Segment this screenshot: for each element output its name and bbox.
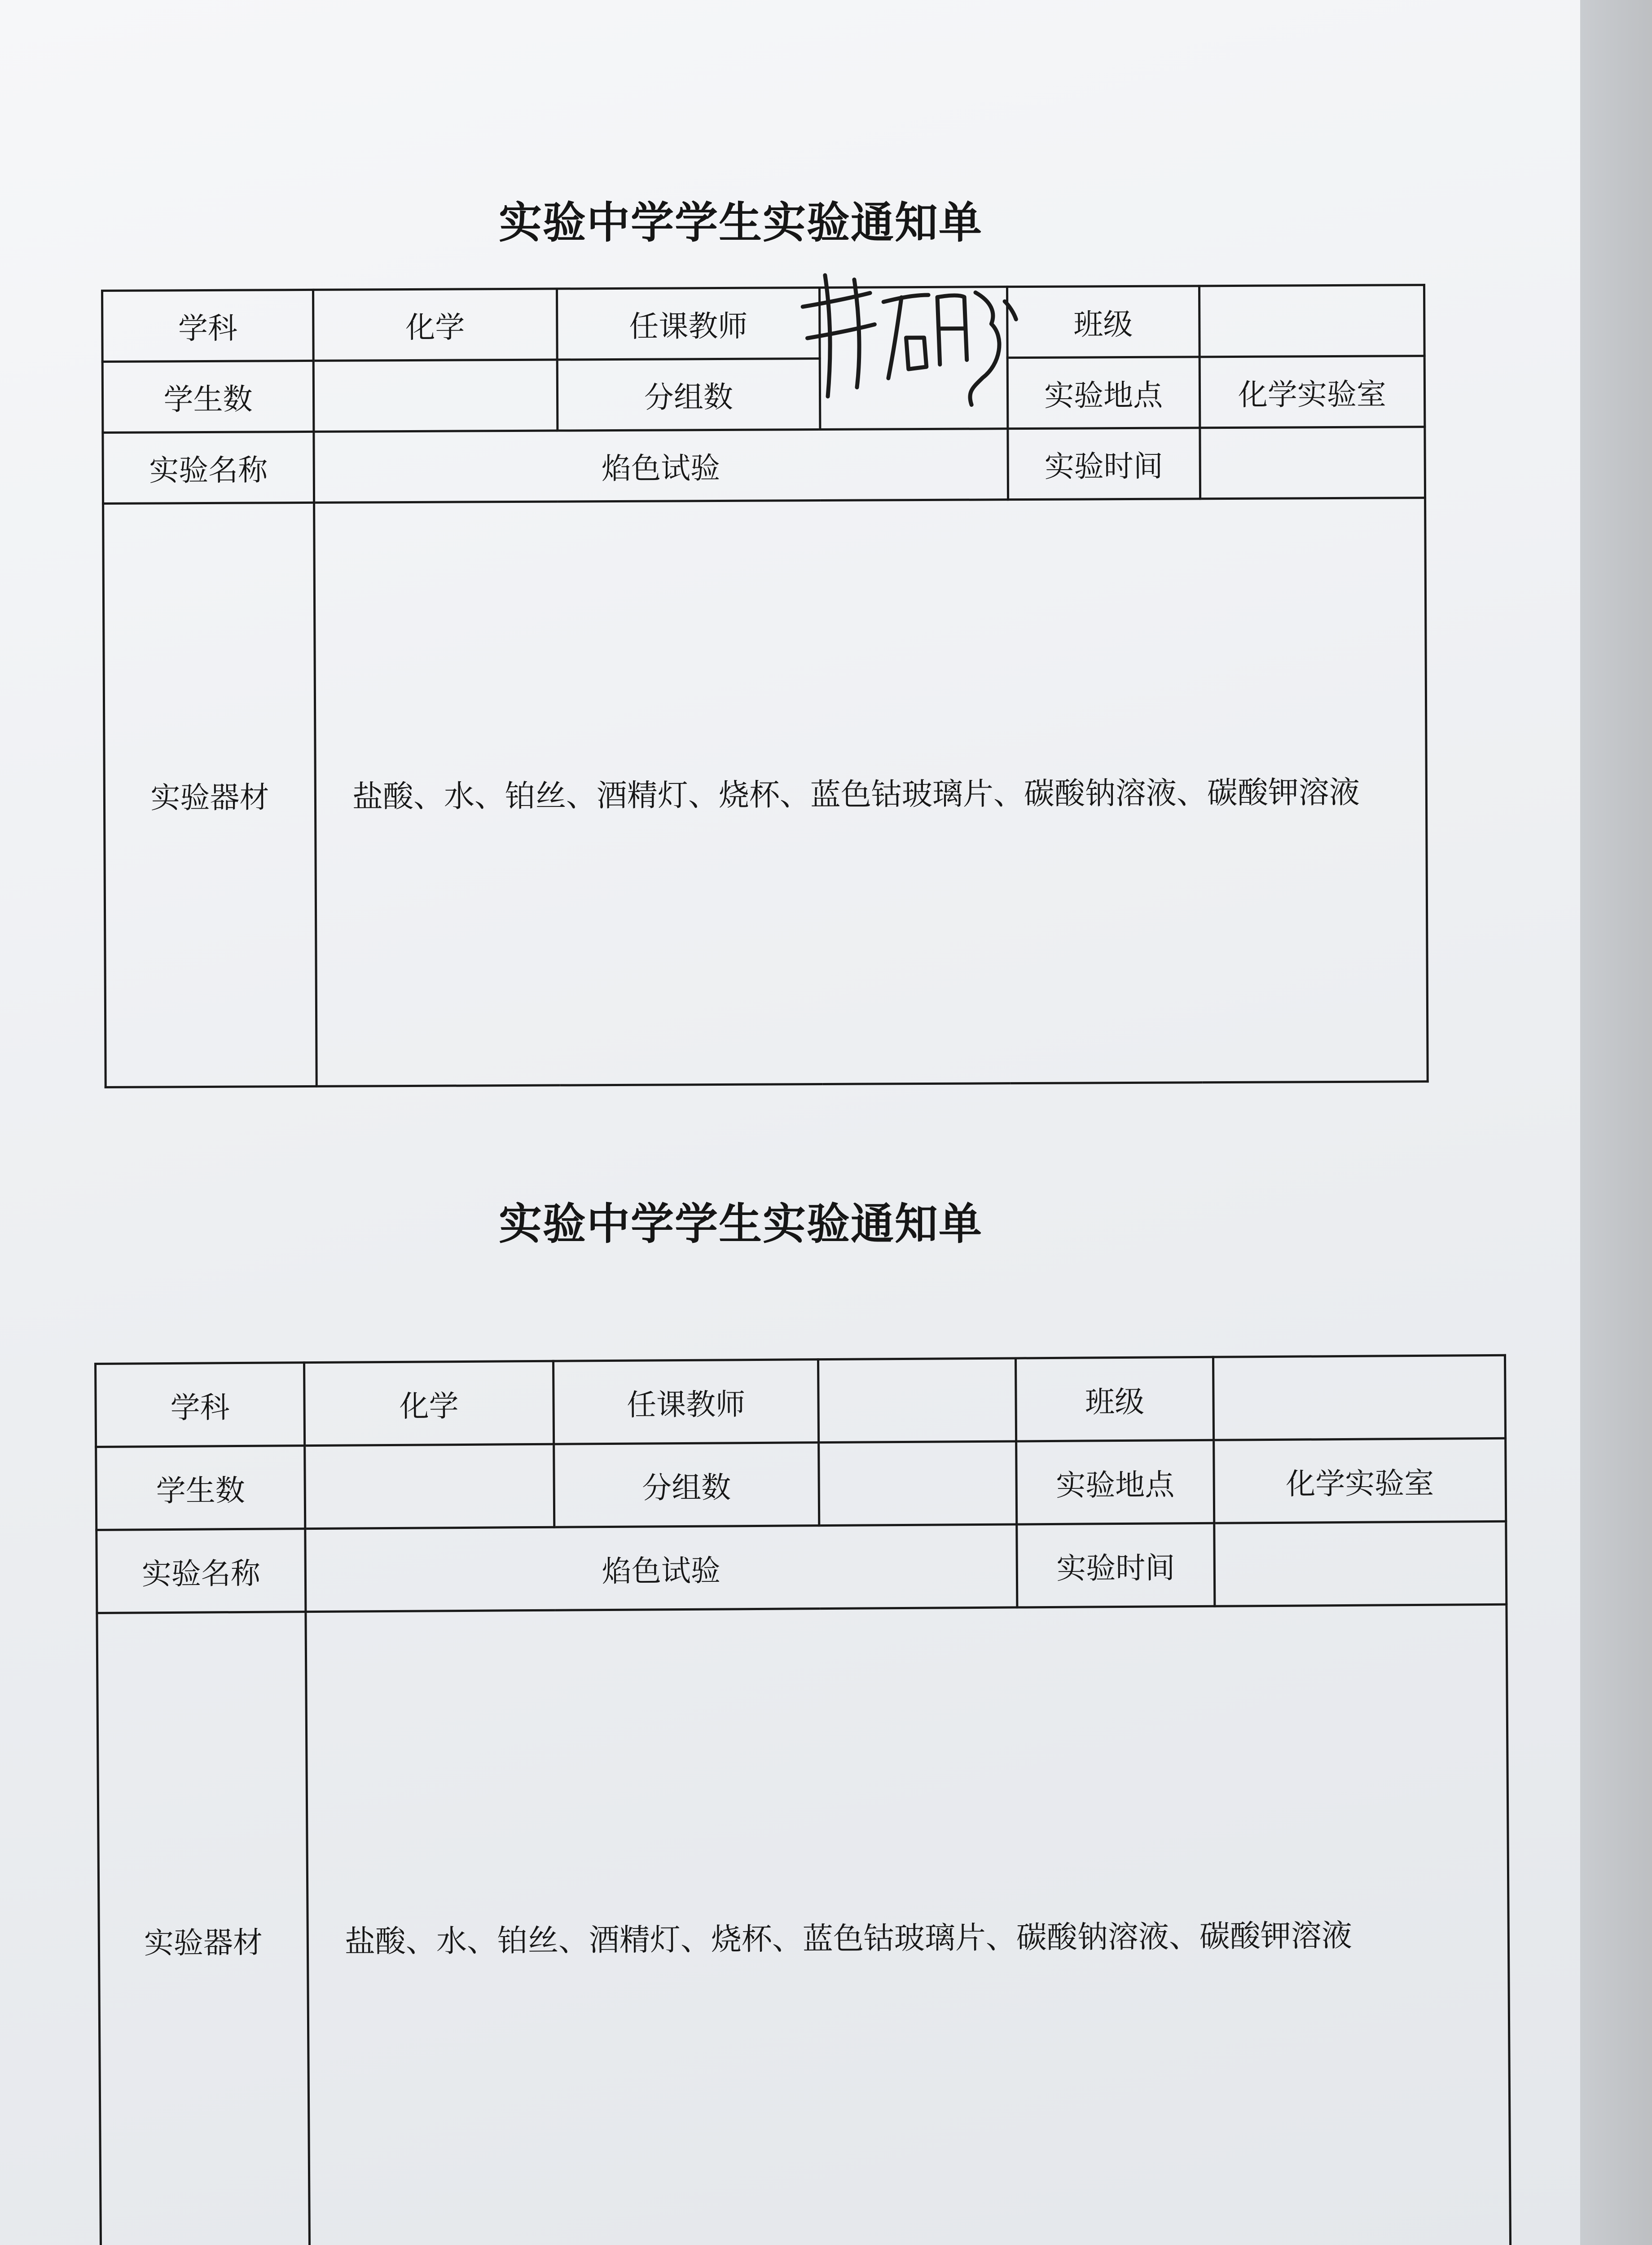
equipment-label: 实验器材 [103, 502, 317, 1087]
groups-label: 分组数 [557, 359, 820, 431]
form-title: 实验中学学生实验通知单 [499, 1198, 983, 1249]
time-label: 实验时间 [1007, 428, 1200, 500]
location-label: 实验地点 [1007, 357, 1200, 429]
class-value [1199, 285, 1424, 357]
class-label: 班级 [1007, 286, 1199, 358]
students-value [305, 1444, 554, 1528]
students-value [313, 360, 558, 431]
subject-label: 学科 [96, 1363, 305, 1447]
location-value: 化学实验室 [1214, 1438, 1506, 1523]
teacher-value [818, 1358, 1016, 1443]
subject-value: 化学 [304, 1361, 554, 1445]
time-value [1200, 427, 1425, 499]
experiment-name-value: 焰色试验 [305, 1524, 1017, 1612]
time-label: 实验时间 [1017, 1523, 1215, 1607]
teacher-label: 任课教师 [557, 288, 819, 360]
notice-form [101, 284, 1429, 1088]
class-value [1213, 1355, 1505, 1440]
subject-label: 学科 [102, 290, 314, 361]
location-label: 实验地点 [1016, 1440, 1214, 1524]
teacher-value-cell [819, 287, 1007, 430]
equipment-value: 盐酸、水、铂丝、酒精灯、烧杯、蓝色钴玻璃片、碳酸钠溶液、碳酸钾溶液 [306, 1604, 1511, 2245]
teacher-label: 任课教师 [553, 1360, 818, 1444]
equipment-label: 实验器材 [97, 1612, 310, 2245]
experiment-name-value: 焰色试验 [314, 429, 1008, 503]
subject-value: 化学 [313, 289, 557, 361]
notice-form [94, 1354, 1511, 2245]
students-label: 学生数 [96, 1446, 305, 1530]
experiment-name-label: 实验名称 [103, 431, 314, 503]
background-surface [1580, 0, 1652, 2245]
class-label: 班级 [1015, 1357, 1213, 1441]
location-value: 化学实验室 [1199, 356, 1425, 428]
groups-value [819, 1441, 1017, 1526]
form-title: 实验中学学生实验通知单 [499, 197, 983, 248]
groups-label: 分组数 [554, 1443, 819, 1527]
students-label: 学生数 [102, 361, 314, 432]
experiment-name-label: 实验名称 [97, 1529, 306, 1613]
time-value [1214, 1521, 1507, 1606]
teacher-signature [794, 270, 1028, 419]
equipment-value: 盐酸、水、铂丝、酒精灯、烧杯、蓝色钴玻璃片、碳酸钠溶液、碳酸钾溶液 [314, 498, 1428, 1087]
